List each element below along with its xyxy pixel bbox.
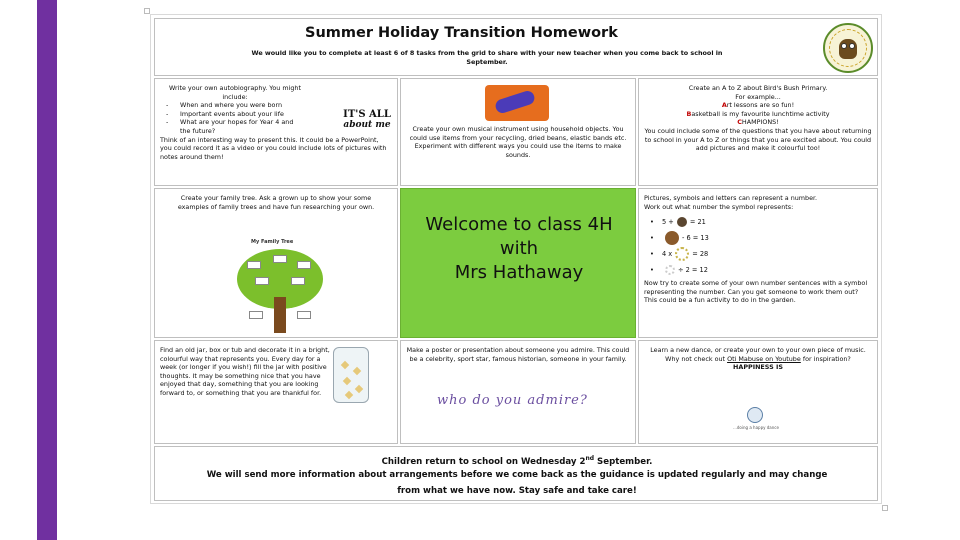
star-jar-icon [333, 347, 369, 403]
list-item: • ÷ 2 = 12 [644, 263, 872, 279]
list-item: • 5 + = 21 [644, 215, 872, 231]
task-autobiography [154, 78, 398, 186]
its-all-about-me-art [341, 109, 393, 149]
numbers-intro: Pictures, symbols and letters can represent a number. [644, 194, 818, 202]
footer-line-2: We will send more information about arrangements before we come back as the guidance is updated regularly and may change [206, 470, 828, 480]
atoz-example-a: Art lessons are so fun! [721, 101, 795, 110]
numbers-paragraph: Now try to create some of your own number sentences with a symbol representing the number. Can you get someone to work them out? This could be a fun activity to do in the garden. [644, 279, 868, 305]
footer-line-3: from what we have now. Stay safe and take care! [397, 486, 637, 496]
daisy-icon [675, 247, 689, 261]
footer-notice [154, 446, 878, 501]
instrument-text: Create your own musical instrument using household objects. You could use items from your recycling, dried beans, elastic bands etc. Experiment with different ways you could use the items to make sounds. [409, 125, 627, 159]
jar-text: Find an old jar, box or tub and decorate it in a bright, colourful way that represents you. Every day for a week (or longer if you wish!) fill the jar with positive thoughts. It may be something nice that you have enjoyed that day, something that you are looking forward to, or something that you are thankful for. [160, 346, 330, 397]
intro-text [177, 49, 797, 66]
numbers-instruction: Work out what number the symbol represents: [644, 202, 794, 211]
task-someone-you-admire [400, 340, 636, 444]
bee-icon [677, 217, 687, 227]
atoz-example-label: For example... [735, 92, 781, 101]
autobio-paragraph: Think of an interesting way to present this. It could be a PowerPoint, you could record it as a video or you could include lots of pictures with notes around them! [160, 135, 387, 161]
dancing-child-icon [747, 407, 763, 423]
dance-intro: Learn a new dance, or create your own to your own piece of music. [650, 346, 866, 354]
corner-mark-bottom-right [882, 505, 888, 511]
atoz-example-c: CHAMPIONS! [737, 118, 779, 127]
oti-mabuse-link[interactable]: Oti Mabuse on Youtube [727, 354, 801, 363]
footer-line-1: Children return to school on Wednesday 2nd September. [381, 455, 653, 467]
task-positivity-jar [154, 340, 398, 444]
dance-caption: ...doing a happy dance [733, 425, 779, 430]
school-owl-logo-icon [823, 23, 873, 73]
accent-side-bar [37, 0, 57, 540]
family-tree-icon [235, 249, 325, 334]
atoz-paragraph: You could include some of the questions that you have about returning to school in your A to Z or things that you are excited about. You could add pictures and make it colourful too! [644, 126, 872, 153]
pinecone-icon [665, 231, 679, 245]
number-equations [644, 215, 872, 279]
list-item: • - 6 = 13 [644, 231, 872, 247]
list-item: - Important events about your life [166, 110, 294, 119]
welcome-line-2: with [499, 238, 539, 259]
autobio-intro: Write your own autobiography. You might include: [169, 84, 301, 101]
task-dance [638, 340, 878, 444]
task-number-symbols [638, 188, 878, 338]
header-cell [154, 18, 878, 76]
family-text: Create your family tree. Ask a grown up to show your some examples of family trees and have fun researching your own. [177, 194, 375, 211]
list-item: • 4 x = 28 [644, 247, 872, 263]
happiness-is-title: HAPPINESS IS [733, 363, 783, 372]
art-line-1: IT'S ALL [343, 109, 391, 120]
art-line-2: about me [343, 120, 391, 130]
list-item: - When and where you were born [166, 101, 294, 110]
dandelion-icon [665, 265, 675, 275]
homework-sheet [150, 14, 882, 504]
task-a-to-z [638, 78, 878, 186]
intro-line-1: We would like you to complete at least 6 of 8 tasks from the grid to share with your new teacher when you come back to school in [251, 49, 723, 57]
welcome-line-1: Welcome to class 4H [425, 214, 613, 235]
admire-text: Make a poster or presentation about someone you admire. This could be a celebrity, sport star, famous historian, someone in your family. [406, 346, 630, 363]
dance-inspiration: Why not check out Oti Mabuse on Youtube for inspiration? [665, 354, 851, 363]
who-do-you-admire-art: who do you admire? [437, 393, 588, 408]
welcome-message [401, 213, 636, 285]
task-family-tree [154, 188, 398, 338]
family-tree-title: My Family Tree [251, 239, 294, 245]
intro-line-2: September. [466, 57, 508, 66]
atoz-example-b: Basketball is my favourite lunchtime activity [686, 109, 830, 118]
shaker-instrument-icon [485, 85, 549, 121]
list-item: - What are your hopes for Year 4 and the future? [166, 118, 294, 135]
welcome-panel [400, 188, 636, 338]
page-title: Summer Holiday Transition Homework [305, 25, 618, 41]
task-musical-instrument [400, 78, 636, 186]
atoz-intro: Create an A to Z about Bird's Bush Primary. [688, 84, 828, 92]
welcome-line-3: Mrs Hathaway [454, 262, 584, 283]
